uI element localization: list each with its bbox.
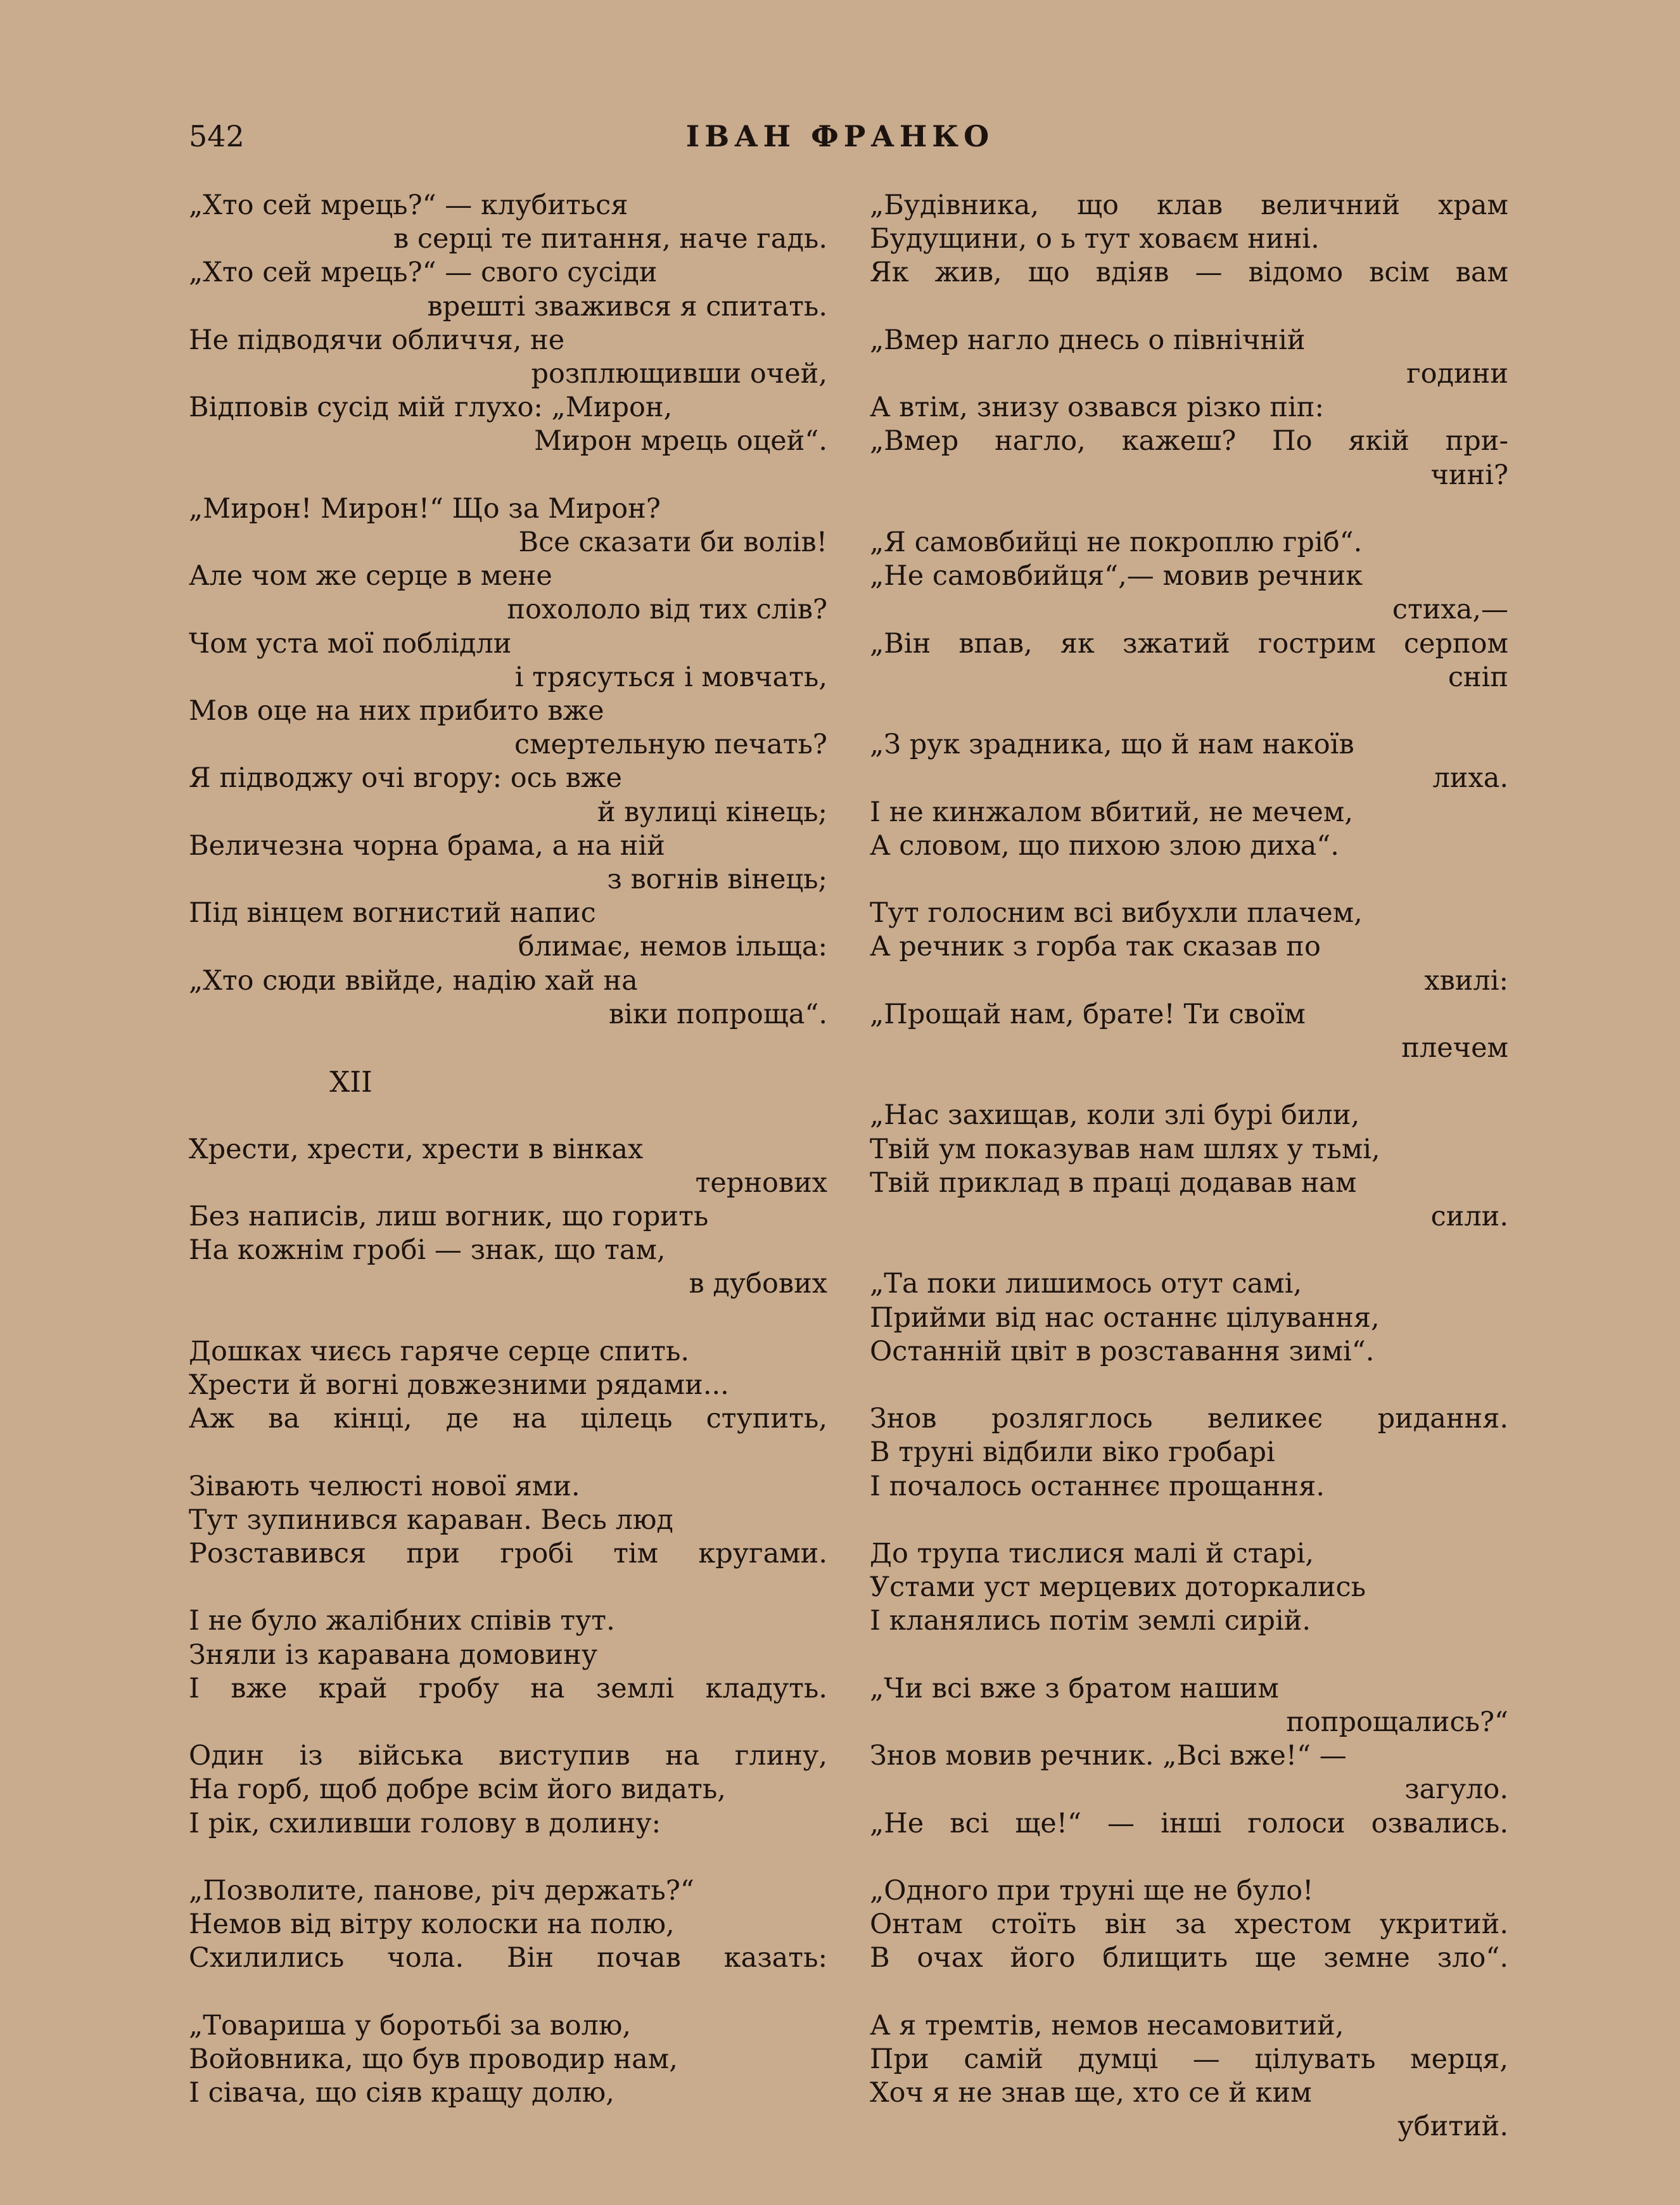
verse-line: Тут зупинився караван. Весь люд (189, 1504, 673, 1536)
verse-line: „Будівника, що клав величний храм (870, 189, 1508, 221)
verse-line: Але чом же серце в мене (189, 560, 552, 592)
verse-line: А втім, знизу озвався різко піп: (870, 392, 1324, 424)
verse-line: „Не всі ще!“ — інші голоси озвались. (870, 1807, 1508, 1839)
verse-line: Не підводячи обличчя, не (189, 324, 565, 356)
verse-line: „Хто сюди ввійде, надію хай на (189, 964, 638, 997)
right-column (870, 189, 1508, 2178)
verse-line: І сівача, що сіяв кращу долю, (189, 2077, 614, 2109)
verse-line: „Хто сей мрець?“ — клубиться (189, 189, 628, 221)
verse-line-continuation: й вулиці кінець; (597, 796, 827, 828)
verse-line-continuation: блимає, немов ільща: (518, 931, 827, 963)
verse-line-continuation: убитий. (1397, 2111, 1508, 2143)
verse-line: В труні відбили віко гробарі (870, 1436, 1275, 1469)
verse-line: „Я самовбийці не покроплю гріб“. (870, 527, 1363, 558)
verse-line: „Та поки лишимось отут самі, (870, 1268, 1302, 1300)
stanza (870, 1099, 1508, 1234)
verse-line: „Він впав, як зжатий гострим серпом (870, 627, 1508, 660)
verse-line: А речник з горба так сказав по (870, 931, 1321, 963)
verse-line: І рік, схиливши голову в долину: (189, 1807, 661, 1839)
stanza (870, 2009, 1508, 2144)
stanza (870, 1672, 1508, 1841)
verse-line: „Позволите, панове, річ держать?“ (189, 1875, 694, 1907)
verse-line-continuation: смертельную печать? (514, 729, 827, 761)
left-stanzas-after (189, 1133, 827, 2111)
stanza (189, 492, 827, 1032)
verse-line-continuation: Все сказати би волів! (518, 527, 827, 559)
verse-line: Схилились чола. Він почав казать: (189, 1942, 827, 1974)
verse-line-continuation: стиха,— (1392, 594, 1508, 626)
verse-line-continuation: плечем (1401, 1032, 1508, 1064)
verse-line: В очах його блищить ще земне зло“. (870, 1942, 1508, 1974)
verse-line: І вже край гробу на землі кладуть. (189, 1672, 827, 1704)
verse-line: „Вмер нагло днесь о північній (870, 324, 1306, 356)
stanza (189, 1739, 827, 1841)
verse-line-continuation: і трясуться і мовчать, (514, 661, 827, 693)
verse-line: „З рук зрадника, що й нам накоїв (870, 729, 1354, 761)
verse-line: Один із війська виступив на глину, (189, 1740, 827, 1772)
verse-line: Зняли із каравана домовину (189, 1639, 598, 1671)
verse-line: Під вінцем вогнистий напис (189, 897, 596, 930)
stanza (870, 324, 1508, 492)
verse-line: А словом, що пихою злою диха“. (870, 829, 1339, 862)
verse-line: Прийми від нас останнє цілування, (870, 1301, 1380, 1334)
verse-line-continuation: врешті зважився я спитать. (427, 290, 827, 323)
verse-line: Без написів, лиш вогник, що горить (189, 1201, 709, 1233)
verse-line: Відповів сусід мій глухо: „Мирон, (189, 392, 673, 424)
verse-line: І почалось останнєє прощання. (870, 1470, 1325, 1502)
section-heading: XII (329, 1065, 372, 1099)
verse-line-continuation: з вогнів вінець; (607, 864, 827, 896)
verse-line: „Товариша у боротьбі за волю, (189, 2009, 632, 2042)
stanza (189, 1133, 827, 1301)
stanza (189, 1335, 827, 1436)
verse-line: Твій ум показував нам шлях у тьмі, (870, 1133, 1380, 1165)
verse-line: „Вмер нагло, кажеш? По якій при- (870, 425, 1508, 457)
verse-line: „Чи всі вже з братом нашим (870, 1672, 1279, 1704)
verse-line: „Мирон! Мирон!“ Що за Мирон? (189, 492, 661, 525)
stanza (870, 897, 1508, 1065)
verse-line: Немов від вітру колоски на полю, (189, 1908, 675, 1941)
verse-line-continuation: віки попроща“. (608, 998, 827, 1030)
stanza (870, 728, 1508, 863)
verse-line: Величезна чорна брама, а на ній (189, 829, 665, 862)
verse-line: „Нас захищав, коли злі бурі били, (870, 1099, 1360, 1132)
verse-line: Знов розляглось великеє ридання. (870, 1403, 1508, 1435)
stanza (189, 2009, 827, 2111)
verse-line-continuation: в серці те питання, наче гадь. (393, 223, 827, 255)
verse-line: Мов оце на них прибито вже (189, 695, 604, 727)
verse-line-continuation: попрощались?“ (1286, 1706, 1508, 1738)
verse-line: Аж ва кінці, де на цілець ступить, (189, 1403, 827, 1435)
stanza (189, 1470, 827, 1571)
verse-line: Хрести й вогні довжезними рядами... (189, 1369, 729, 1402)
stanza (189, 1604, 827, 1706)
verse-line: І не кинжалом вбитий, не мечем, (870, 796, 1353, 828)
verse-line: „Одного при труні ще не було! (870, 1875, 1314, 1907)
verse-line: Знов мовив речник. „Всі вже!“ — (870, 1740, 1347, 1772)
verse-line: Як жив, що вдіяв — відомо всім вам (870, 257, 1508, 289)
verse-line: „Хто сей мрець?“ — свого сусіди (189, 257, 658, 289)
verse-line: Онтам стоїть він за хрестом укритий. (870, 1908, 1508, 1941)
verse-line: А я тремтів, немов несамовитий, (870, 2009, 1344, 2042)
verse-line: Хоч я не знав ще, хто се й ким (870, 2077, 1312, 2109)
verse-line: Твій приклад в праці додавав нам (870, 1166, 1357, 1199)
right-stanzas (870, 189, 1508, 2144)
stanza (870, 1402, 1508, 1504)
verse-line: Хрести, хрести, хрести в вінках (189, 1133, 644, 1165)
verse-line: Войовника, що був проводир нам, (189, 2043, 678, 2076)
verse-line: На кожнім гробі — знак, що там, (189, 1234, 666, 1267)
verse-line: „Не самовбийця“,— мовив речник (870, 560, 1363, 592)
stanza (189, 1874, 827, 1976)
running-title: ІВАН ФРАНКО (685, 119, 995, 153)
verse-line: Устами уст мерцевих доторкались (870, 1571, 1366, 1604)
verse-line: Чом уста мої поблідли (189, 627, 512, 660)
verse-line-continuation: години (1406, 358, 1508, 390)
stanza (870, 189, 1508, 290)
stanza (870, 526, 1508, 694)
verse-line: Розставився при гробі тім кругами. (189, 1538, 827, 1570)
verse-line-continuation: чині? (1430, 459, 1508, 491)
stanza (870, 1267, 1508, 1369)
page-number: 542 (189, 119, 245, 153)
stanza (870, 1874, 1508, 1976)
verse-line-continuation: розплющивши очей, (531, 358, 827, 390)
verse-line: До трупа тислися малі й старі, (870, 1538, 1314, 1569)
verse-line: І не було жалібних співів тут. (189, 1605, 615, 1637)
verse-line: Будущини, о ь тут ховаєм нині. (870, 223, 1320, 255)
verse-line-continuation: похололо від тих слів? (507, 594, 827, 626)
verse-line-continuation: сніп (1448, 661, 1508, 693)
verse-line: Дошках чиєсь гаряче серце спить. (189, 1335, 690, 1367)
left-stanzas (189, 189, 827, 1032)
verse-line: При самій думці — цілувать мерця, (870, 2043, 1508, 2075)
verse-line: На горб, щоб добре всім його видать, (189, 1774, 726, 1806)
verse-line: „Прощай нам, брате! Ти своїм (870, 998, 1306, 1030)
verse-line: Останній цвіт в розставання зимі“. (870, 1335, 1375, 1367)
verse-line-continuation: лиха. (1432, 762, 1508, 795)
verse-line-continuation: в дубових (689, 1268, 827, 1300)
verse-line-continuation: тернових (695, 1166, 827, 1199)
verse-line-continuation: загуло. (1404, 1774, 1508, 1806)
stanza (870, 1537, 1508, 1639)
verse-line: Тут голосним всі вибухли плачем, (870, 897, 1363, 930)
verse-line-continuation: хвилі: (1424, 964, 1508, 997)
stanza (189, 189, 827, 459)
verse-line-continuation: сили. (1430, 1201, 1508, 1233)
verse-line-continuation: Мирон мрець оцей“. (534, 425, 827, 457)
verse-line: Я підводжу очі вгору: ось вже (189, 762, 622, 795)
left-column (189, 189, 827, 2144)
verse-line: І кланялись потім землі сирій. (870, 1605, 1311, 1637)
verse-line: Зівають челюсті нової ями. (189, 1470, 580, 1502)
